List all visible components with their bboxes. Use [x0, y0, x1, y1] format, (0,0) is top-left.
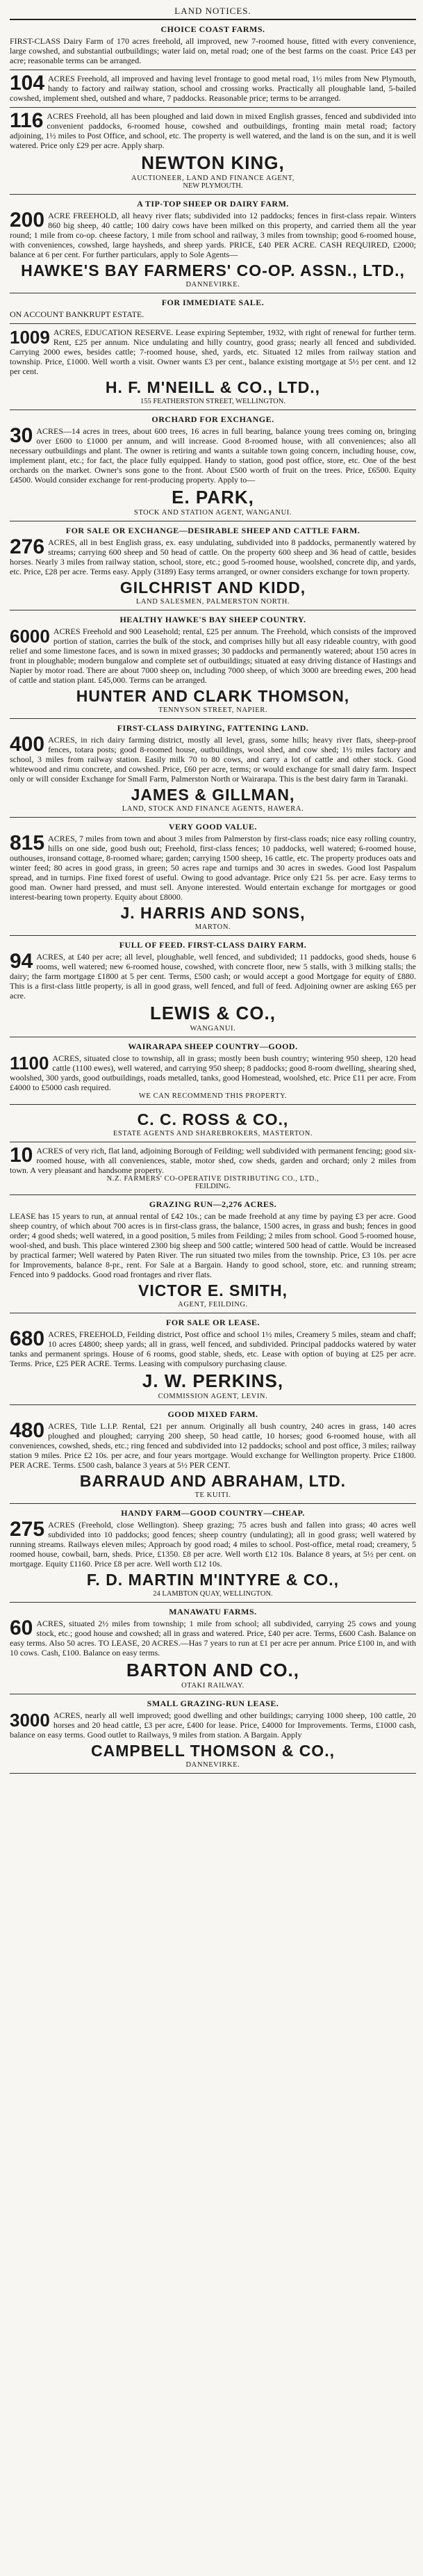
agent-name: NEWTON KING,	[141, 152, 285, 173]
ad-body	[10, 111, 416, 150]
acreage-figure: 60	[10, 1617, 33, 1639]
agent-name: H. F. M'NEILL & CO., LTD.,	[105, 378, 321, 396]
ad-heading: GOOD MIXED FARM.	[167, 1409, 258, 1419]
agent-address: 24 LAMBTON QUAY, WELLINGTON.	[153, 1590, 273, 1598]
ad-body	[10, 1619, 416, 1658]
agent-description: MARTON.	[194, 923, 231, 931]
agent-description: TE KUITI.	[194, 1491, 231, 1499]
ad-heading: MANAWATU FARMS.	[169, 1607, 257, 1617]
ad-list	[10, 22, 416, 1774]
ad-body	[10, 327, 416, 376]
advertisement	[10, 197, 416, 291]
advertisement	[10, 1506, 416, 1600]
ad-body	[10, 309, 416, 319]
ad-text: ACRES, all in best English grass, ex. easy undulating, subdivided into 8 paddocks, permanently watered by streams; carrying 600 sheep and 50 head of cattle. On the property 600 sheep and 36 head of cattle, besides horses. Nearly 3 miles from railway station, school, store, etc.; good 5-roomed house, woolshed, concrete dip, and yards, etc. Price, £28 per acre. Terms easy. Apply (3189) Easy terms arranged, or owner considers exchange for town property.	[10, 537, 416, 576]
agent-name: CAMPBELL THOMSON & CO.,	[91, 1742, 335, 1760]
ad-heading: VERY GOOD VALUE.	[168, 822, 258, 832]
agent-description: DANNEVIRKE.	[185, 281, 240, 289]
agent-description: LAND SALESMEN, PALMERSTON NORTH.	[135, 598, 290, 606]
ad-text: ACRES, situated 2½ miles from township; 1 mile from school; all subdivided, carrying 25 cows and young stock, etc.; good house and cowshed; all in grass and watered. Price, £40 per acre. Terms, £600 Cash. Balance on easy terms. Also 50 acres. TO LEASE, 20 ACRES.—Has 7 years to run at £1 per acre per annum. Price £100 in, and with 10 cows. Cash, £100. Balance on easy terms.	[10, 1619, 416, 1658]
agent-description: DANNEVIRKE.	[185, 1761, 240, 1769]
agent-name: BARRAUD AND ABRAHAM, LTD.	[79, 1472, 347, 1490]
advertisement	[10, 72, 416, 105]
advertisement	[10, 1407, 416, 1501]
ad-body	[10, 1421, 416, 1470]
acreage-figure: 3000	[10, 1710, 50, 1731]
agent-description: AGENT, FEILDING.	[178, 1301, 248, 1309]
ad-heading: ORCHARD FOR EXCHANGE.	[151, 414, 274, 424]
ad-text: ACRES, situated close to township, all in grass; mostly been bush country; wintering 950 sheep, 120 head cattle (1100 ewes), well watered, and carrying 950 sheep; 8 paddocks; good 8-room dwelling, shearing shed, woolshed, 300 yards, good outbuildings, roads metalled, tanks, good Homestead, woolshed, etc. Price £11 per acre. From £4000 to £5000 cash required.	[10, 1053, 416, 1092]
agent-name: J. HARRIS AND SONS,	[120, 904, 306, 922]
ad-text: ACRES Freehold, all improved and having level frontage to good metal road, 1½ miles from New Plymouth, handy to factory and railway station, school and crossing works. Practically all ploughable land, 5-bailed cowshed, implement shed, outshed and whare, 7 paddocks. Reasonable price; terms to be arranged.	[10, 74, 416, 103]
ad-body	[10, 211, 416, 259]
rule	[10, 817, 416, 818]
rule	[10, 107, 416, 108]
agent-name: F. D. MARTIN M'INTYRE & CO.,	[86, 1571, 340, 1589]
agent-name: GILCHRIST AND KIDD,	[119, 578, 306, 597]
ad-text: FIRST-CLASS Dairy Farm of 170 acres freehold, all improved, new 7-roomed house, fitted with every convenience, large cowshed, and substantial outbuildings; water laid on, metal road; one of the best farms on the coast. Price £43 per acre; reasonable terms can be arranged.	[10, 36, 416, 65]
rule	[10, 1503, 416, 1504]
ad-text: LEASE has 15 years to run, at annual rental of £42 10s.; can be made freehold at any time by paying £3 per acre. Good sheep country, of which about 700 acres is in first-class grass, the balance, 1500 acres, in grass and bush; fences in good order; 4 good sheds; well watered, in a good position, 5 miles from Feilding; 2 miles from school. Good 5-roomed house, wool-shed, and bush. This place wintered 2300 big sheep and 500 cattle; wintered 500 head of cattle. Would be increased by practical farmer; Well watered by Paten River. The run situated two miles from the township. Price, £3 10s. per acre for Improvements, balance 8-pr., rent. For Sale at a Bargain. Handy to good school, store, etc. and running stream; Fenced into 9 paddocks. Good road frontages and river flats.	[10, 1211, 416, 1279]
agent-name: C. C. ROSS & CO.,	[137, 1110, 289, 1128]
rule	[10, 194, 416, 195]
agent-description: N.Z. FARMERS' CO-OPERATIVE DISTRIBUTING CO., LTD.,	[106, 1175, 320, 1183]
advertisement	[10, 412, 416, 519]
agent-name: BARTON AND CO.,	[126, 1660, 299, 1680]
advertisement	[10, 721, 416, 815]
acreage-figure: 1100	[10, 1053, 49, 1074]
agent-description: OTAKI RAILWAY.	[181, 1682, 244, 1690]
advertisement	[10, 22, 416, 67]
advertisement	[10, 820, 416, 933]
acreage-figure: 94	[10, 950, 33, 973]
agent-address: NEW PLYMOUTH.	[183, 182, 243, 190]
acreage-figure: 30	[10, 424, 33, 447]
agent-description: TENNYSON STREET, NAPIER.	[158, 706, 268, 714]
ad-text: ACRES (Freehold, close Wellington). Sheep grazing; 75 acres bush and fallen into grass; 40 acres well subdivided into 10 paddocks; good fences; sheep country (undulating); all in good grass; well watered by running streams. Railways eleven miles; Approach by good road; 4 miles to school. Post-office, metal road; creamery, 5 roomed house, cowbail, barn, sheds. Price, £1350. £8 per acre. Well worth £12 10s. Balance 8 years, at 5½ per cent. on mortgage. Equity £1160. Price £8 per acre. Well worth £12 10s.	[10, 1520, 416, 1569]
ad-text: ON ACCOUNT BANKRUPT ESTATE.	[10, 309, 144, 319]
advertisement	[10, 1696, 416, 1771]
page-title: LAND NOTICES.	[174, 6, 251, 16]
advertisement	[10, 1315, 416, 1402]
ad-heading: FIRST-CLASS DAIRYING, FATTENING LAND.	[117, 723, 309, 733]
agent-name: VICTOR E. SMITH,	[138, 1281, 288, 1299]
ad-text: ACRES, in rich dairy farming district, mostly all level, grass, some hills; heavy river flats, sheep-proof fences, totara posts; good 8-roomed house, outbuildings, wool shed, and cow shed; 1½ miles factory and school, 3 miles from railway station. Easily milk 70 to 80 cows, and carry a lot of cattle and other stock. Good whitewood and rimu concrete, and cowshed. Price, £60 per acre, terms; or would exchange for small dairy farm. Inspect only or will consider Exchange for Small Farm, Palmerston North or Wairarapa. This is the best dairy farm in Taranaki.	[10, 735, 416, 784]
ad-heading: WAIRARAPA SHEEP COUNTRY—GOOD.	[128, 1042, 298, 1051]
advertisement	[10, 1144, 416, 1192]
acreage-figure: 200	[10, 209, 45, 232]
rule	[10, 1773, 416, 1774]
ad-heading: FOR SALE OR EXCHANGE—DESIRABLE SHEEP AND CATTLE FARM.	[65, 526, 360, 535]
agent-description: STOCK AND STATION AGENT, WANGANUI.	[133, 509, 292, 517]
ad-heading: A TIP-TOP SHEEP OR DAIRY FARM.	[137, 199, 289, 209]
ad-heading: CHOICE COAST FARMS.	[160, 24, 265, 34]
rule	[10, 935, 416, 936]
rule	[10, 1602, 416, 1603]
ad-text: ACRES, nearly all well improved; good dwelling and other buildings; carrying 1000 sheep, 100 cattle, 20 horses and 20 head cattle, £3 per acre, £400 for lease. Price, £4000 for Improvements. Terms, £1000 cash, balance on easy terms. Good outlet to Railways, 9 miles from station. A Bargain. Apply	[10, 1710, 416, 1740]
agent-description: ESTATE AGENTS AND SHAREBROKERS, MASTERTON.	[113, 1130, 313, 1137]
rule	[10, 323, 416, 324]
ad-text: ACRES, EDUCATION RESERVE. Lease expiring September, 1932, with right of renewal for further term. Rent, £25 per annum. Nice undulating and hilly country, good grass; nearly all fenced and subdivided. Carrying 2000 ewes, besides cattle; 7-roomed house, shed, yards, etc. Situated 12 miles from railway station and township. Price, £1000. Well worth a visit. Owner wants £3 per cent., balance existing mortgage at 5½ per cent. and 12 per cent.	[10, 327, 416, 376]
ad-body	[10, 1211, 416, 1279]
acreage-figure: 480	[10, 1419, 45, 1442]
agent-description: COMMISSION AGENT, LEVIN.	[158, 1393, 268, 1400]
agent-address: FEILDING.	[194, 1183, 231, 1190]
ad-body	[10, 74, 416, 103]
ad-heading: GRAZING RUN—2,276 ACRES.	[149, 1199, 277, 1209]
acreage-figure: 815	[10, 832, 45, 854]
ad-text: ACRES, Title L.I.P. Rental, £21 per annum. Originally all bush country, 240 acres in grass, 140 acres ploughed and ploughed; carrying 200 sheep, 50 head cattle, 10 horses; good 6-roomed house, with all conveniences, cowshed, sheds, etc.; ring fenced and subdivided into 12 paddocks; school and post office, 3 miles; railway station 9 miles. Price £2 10s. per acre, and four years mortgage. Would exchange for Wellington property. Price £1800. PER ACRE. Terms. £500 cash, balance 3 years at 5½ PER CENT.	[10, 1421, 416, 1470]
agent-name: HAWKE'S BAY FARMERS' CO-OP. ASSN., LTD.,	[21, 261, 405, 280]
ad-body	[10, 735, 416, 784]
ad-body	[10, 952, 416, 1001]
ad-body	[10, 426, 416, 485]
advertisement	[10, 110, 416, 192]
ad-heading: HEALTHY HAWKE'S BAY SHEEP COUNTRY.	[119, 615, 306, 624]
agent-name: LEWIS & CO.,	[150, 1003, 276, 1023]
ad-body	[10, 1520, 416, 1569]
ad-body	[10, 1053, 416, 1092]
acreage-figure: 104	[10, 72, 45, 95]
ad-body	[10, 36, 416, 65]
agent-address: 155 FEATHERSTON STREET, WELLINGTON.	[140, 398, 285, 405]
agent-name: HUNTER AND CLARK THOMSON,	[76, 687, 350, 705]
ad-text: ACRES, at £40 per acre; all level, ploughable, well fenced, and subdivided; 11 paddocks, good sheds, house 6 rooms, well watered; new 6-roomed house, cowshed, with concrete floor, new 5 stalls, with 3 milking stalls; the dairy; the farm mortgage £1800 at 5 per cent. Terms, £500 cash; or would accept a good Mortgage for equity of £880. This is a first-class little property, is all in good grass, well fenced, and full of feed. Adjoining owner are asking £65 per acre.	[10, 952, 416, 1001]
rule	[10, 1104, 416, 1105]
ad-body	[10, 537, 416, 576]
advertisement	[10, 1039, 416, 1102]
ad-heading: FULL OF FEED. FIRST-CLASS DAIRY FARM.	[119, 940, 307, 950]
ad-body	[10, 1146, 416, 1175]
ad-text: ACRES of very rich, flat land, adjoining Borough of Feilding; well subdivided with permanent fencing; good six-roomed house, with all conveniences, stable, motor shed, cow sheds, garden and orchard; only 2 miles from town. A very pleasant and handsome property.	[10, 1146, 416, 1175]
advertisement	[10, 1107, 416, 1140]
advertisement	[10, 1197, 416, 1311]
agent-name: J. W. PERKINS,	[142, 1370, 284, 1391]
acreage-figure: 275	[10, 1518, 45, 1541]
ad-text: ACRES Freehold and 900 Leasehold; rental, £25 per annum. The Freehold, which consists of the improved portion of station, carries the bulk of the stock, and comprises hilly but all easy rideable country, with good relief and some limestone faces, and is sown in mixed grasses; 30 paddocks and permanently watered; about 150 acres in front in ploughable; modern bungalow and complete set of outbuildings; situated at easy driving distance of Hastings and Napier by motor road. There are about 7000 sheep on, including 7000 sheep, of which 3000 are breeding ewes, 200 head of cattle and station plant. £45,000. Terms can be arranged.	[10, 626, 416, 685]
ad-heading: FOR SALE OR LEASE.	[165, 1318, 260, 1327]
acreage-figure: 10	[10, 1144, 33, 1167]
ad-body	[10, 834, 416, 902]
advertisement	[10, 938, 416, 1035]
ad-text: ACRES, 7 miles from town and about 3 miles from Palmerston by first-class roads; nice easy rolling country, hills on one side, good bush out; Freehold, first-class fences; 10 paddocks, well watered; 6-roomed house, outhouses, ironsand cottage, 8-roomed whare; garden; carrying 1500 sheep, 16 cattle, etc. The property produces oats and winter feed; 80 acres in good grass, in green; 50 acres rape and turnips and 30 acres in swedes. Good lost Paspalum spread, and in turnips. Fine fixed forest of useful. Owing to good advantage. Price only £21 5s. per acre. Easy terms to good man. Owner hard pressed, and must sell. Anyone interested. Would entertain exchange for mortgages or good interest-bearing town property. Equity about £8000.	[10, 834, 416, 902]
agent-description: LAND, STOCK AND FINANCE AGENTS, HAWERA.	[122, 805, 304, 813]
ad-text: ACRES, FREEHOLD, Feilding district, Post office and school 1½ miles, Creamery 5 miles, steam and chaff; 10 acres £4800; sheep yards; all in grass, well fenced, and subdivided. Principal paddocks watered by water tanks and permanent springs. House of 6 rooms, good stable, sheds, etc. Lease with option of buying at £25 per acre. Terms. Price, £25 PER ACRE. Terms. Leasing with compulsory purchasing clause.	[10, 1329, 416, 1368]
agent-description: WANGANUI.	[190, 1025, 236, 1032]
advertisement	[10, 326, 416, 407]
acreage-figure: 6000	[10, 626, 50, 647]
ad-text: ACRES Freehold, all has been ploughed and laid down in mixed English grasses, fenced and subdivided into convenient paddocks, 6-roomed house, cowshed and outbuildings, fronting main metal road; factory adjoining, 1½ miles to Post Office, and school, etc. The property is well watered, and the land is on the sun, and it is well watered. Price only £29 per acre. Apply sharp.	[10, 111, 416, 150]
acreage-figure: 680	[10, 1327, 45, 1350]
ad-text: ACRE FREEHOLD, all heavy river flats; subdivided into 12 paddocks; fences in first-class repair. Winters 860 big sheep, 40 cattle; 100 dairy cows have been milked on this property, and carried them all the year round; 1 mile from co-op. cheese factory, 1 mile from school and railway, 3 miles from township; good 6-roomed house, with conveniences, cowshed, large haysheds, and sheep yards. PRICE, £40 PER ACRE. CASH REQUIRED, £2000; balance at 6 per cent. For further particulars, apply to Sole Agents—	[10, 211, 416, 259]
rule	[10, 1194, 416, 1195]
ad-heading: HANDY FARM—GOOD COUNTRY—CHEAP.	[121, 1508, 305, 1518]
acreage-figure: 400	[10, 733, 45, 756]
advertisement	[10, 524, 416, 608]
ad-body	[10, 1710, 416, 1740]
ad-heading: FOR IMMEDIATE SALE.	[161, 298, 265, 307]
agent-description: AUCTIONEER, LAND AND FINANCE AGENT,	[131, 175, 295, 182]
ad-text: ACRES—14 acres in trees, about 600 trees, 16 acres in full bearing, balance young trees coming on, bringing over £600 to £1000 per annum, and will increase. Good 8-roomed house, with all conveniences; also all necessary outbuildings and plant. The owner is retiring and wants a suitable town going concern, including house, cow, implement plant, etc.; for fact, the place fully equipped. Handy to station, good post office, store, etc. One of the best orchards on the market. Owner's sons gone to the front. About £500 worth of fruit on the trees. Price, £6500. Equity £4500. Would consider exchange for rent-producing property. Apply to—	[10, 426, 416, 485]
agent-name: JAMES & GILLMAN,	[131, 786, 295, 804]
rule	[10, 1404, 416, 1405]
advertisement	[10, 1605, 416, 1692]
acreage-figure: 276	[10, 535, 45, 558]
rule	[10, 718, 416, 719]
acreage-figure: 116	[10, 109, 44, 132]
acreage-figure: 1009	[10, 327, 50, 348]
agent-description: WE CAN RECOMMEND THIS PROPERTY.	[138, 1092, 288, 1100]
ad-body	[10, 626, 416, 685]
ad-heading: SMALL GRAZING-RUN LEASE.	[147, 1699, 279, 1708]
ad-body	[10, 1329, 416, 1368]
advertisement	[10, 613, 416, 716]
rule	[10, 19, 416, 20]
agent-name: E. PARK,	[172, 487, 254, 508]
advertisement	[10, 295, 416, 321]
